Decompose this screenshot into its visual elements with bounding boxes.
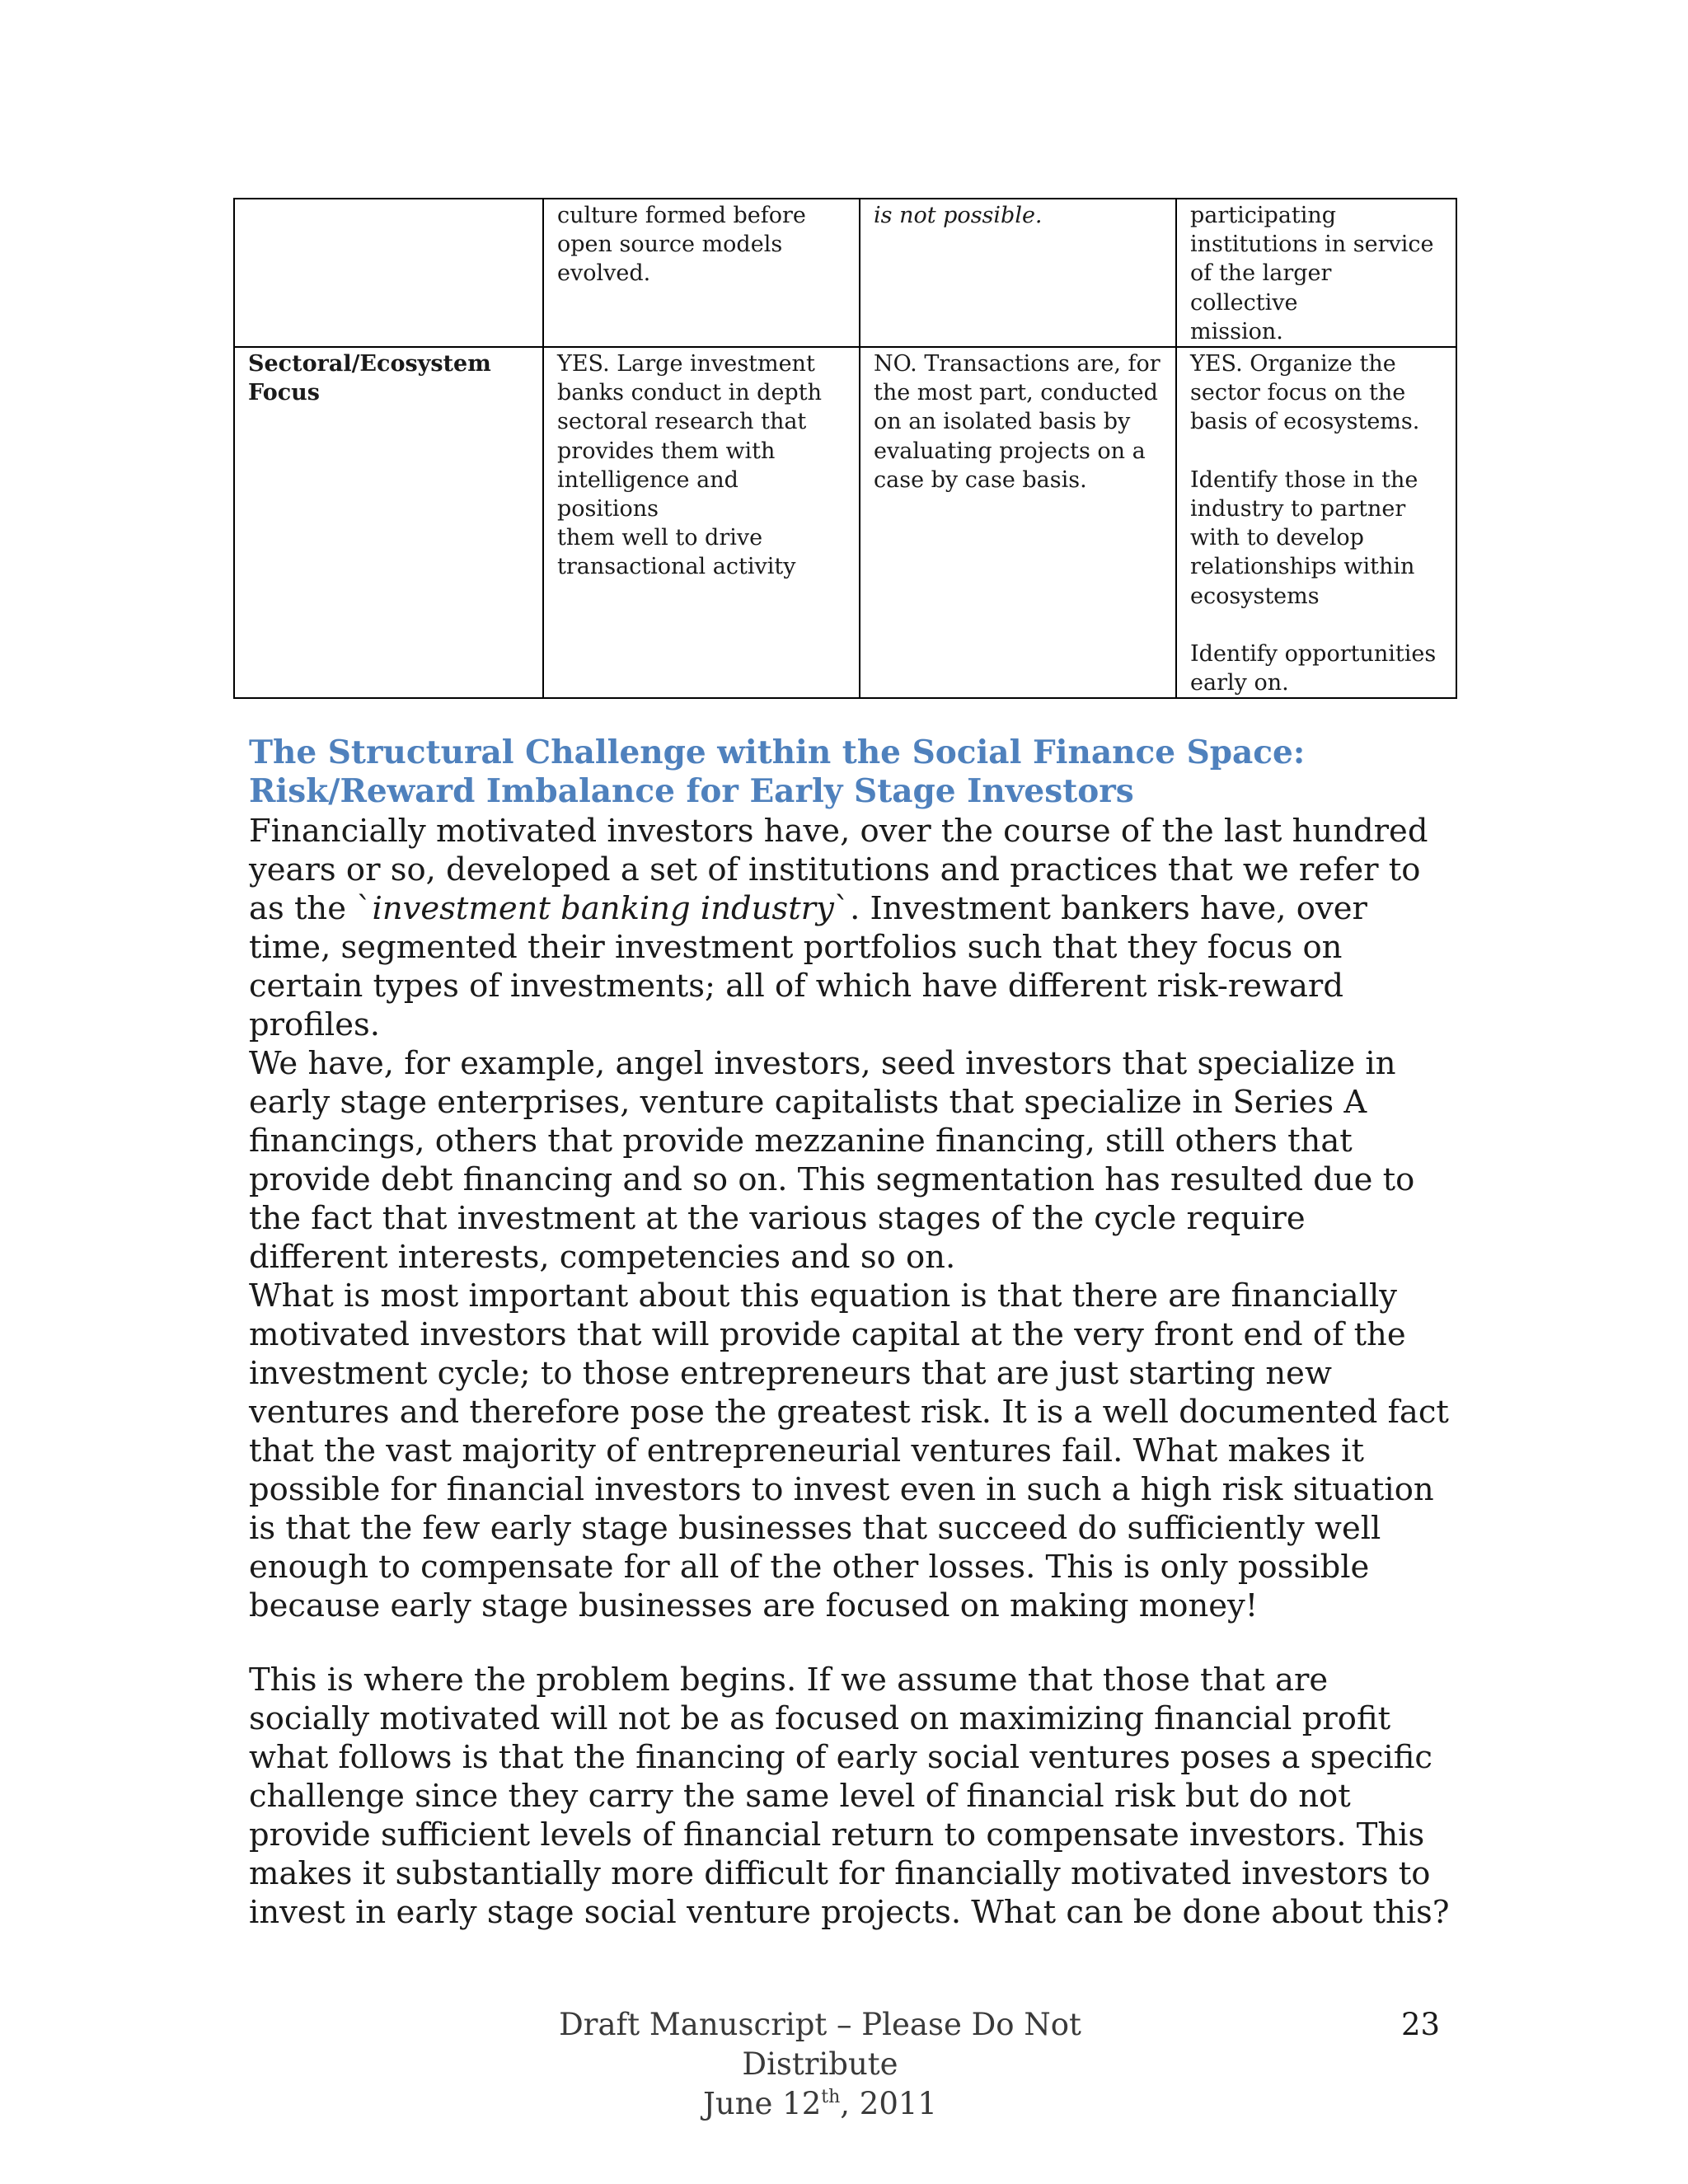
comparison-table (233, 198, 1457, 699)
table-cell: YES. Large investment banks conduct in depth sectoral research that provides them with intelligence and positions them well to drive transactional activity (543, 347, 860, 698)
table-cell: participating institutions in service of the larger collective mission. (1176, 199, 1456, 347)
table-row (234, 347, 1456, 698)
footer-date (478, 2084, 1162, 2124)
section-heading: The Structural Challenge within the Social Finance Space: Risk/Reward Imbalance for Early Stage Investors (249, 733, 1306, 810)
paragraph-4: This is where the problem begins. If we assume that those that are socially motivated will not be as focused on maximizing financial profit what follows is that the financing of early social ventures poses a specific challenge since they carry the same level of financial risk but do not provide sufficient levels of financial return to compensate investors. This makes it substantially more difficult for financially motivated investors to invest in early stage social venture projects. What can be done about this? (249, 1661, 1450, 1931)
footer-draft-notice: Draft Manuscript – Please Do Not Distribute (559, 2007, 1081, 2082)
paragraph-1-emphasis: investment banking industry (372, 890, 834, 927)
table-cell: YES. Organize the sector focus on the basis of ecosystems. Identify those in the industry to partner with to develop relationships within ecosystems Identify opportunities early on. (1176, 347, 1456, 698)
page-number: 23 (1401, 2007, 1441, 2042)
table-cell-label (234, 199, 543, 347)
paragraph-1 (249, 812, 1452, 1044)
footer-date-prefix: June 12 (703, 2086, 822, 2121)
table-cell: NO. Transactions are, for the most part, conducted on an isolated basis by evaluating projects on a case by case basis. (860, 347, 1176, 698)
table-row (234, 199, 1456, 347)
page-footer (478, 2005, 1162, 2124)
paragraph-3: What is most important about this equation is that there are financially motivated investors that will provide capital at the very front end of the investment cycle; to those entrepreneurs that are just starting new ventures and therefore pose the greatest risk. It is a well documented fact that the vast majority of entrepreneurial ventures fail. What makes it possible for financial investors to invest even in such a high risk situation is that the few early stage businesses that succeed do sufficiently well enough to compensate for all of the other losses. This is only possible because early stage businesses are focused on making money! (249, 1277, 1449, 1624)
paragraph-1-text-b: `. Investment bankers have, over time, segmented their investment portfolios such that they focus on certain types of investments; all of which have different risk-reward profiles. (249, 890, 1367, 1043)
footer-date-suffix: , 2011 (840, 2086, 937, 2121)
table-cell: is not possible. (860, 199, 1176, 347)
table-cell: culture formed before open source models evolved. (543, 199, 860, 347)
paragraph-1-text-a: Financially motivated investors have, over the course of the last hundred years or so, developed a set of institutions and practices that we refer to as the ` (249, 813, 1428, 927)
table-cell-label: Sectoral/Ecosystem Focus (234, 347, 543, 698)
paragraph-2: We have, for example, angel investors, seed investors that specialize in early stage enterprises, venture capitalists that specialize in Series A financings, others that provide mezzanine financing, still others that provide debt financing and so on. This segmentation has resulted due to the fact that investment at the various stages of the cycle require different interests, competencies and so on. (249, 1045, 1415, 1276)
footer-date-sup: th (821, 2087, 841, 2107)
